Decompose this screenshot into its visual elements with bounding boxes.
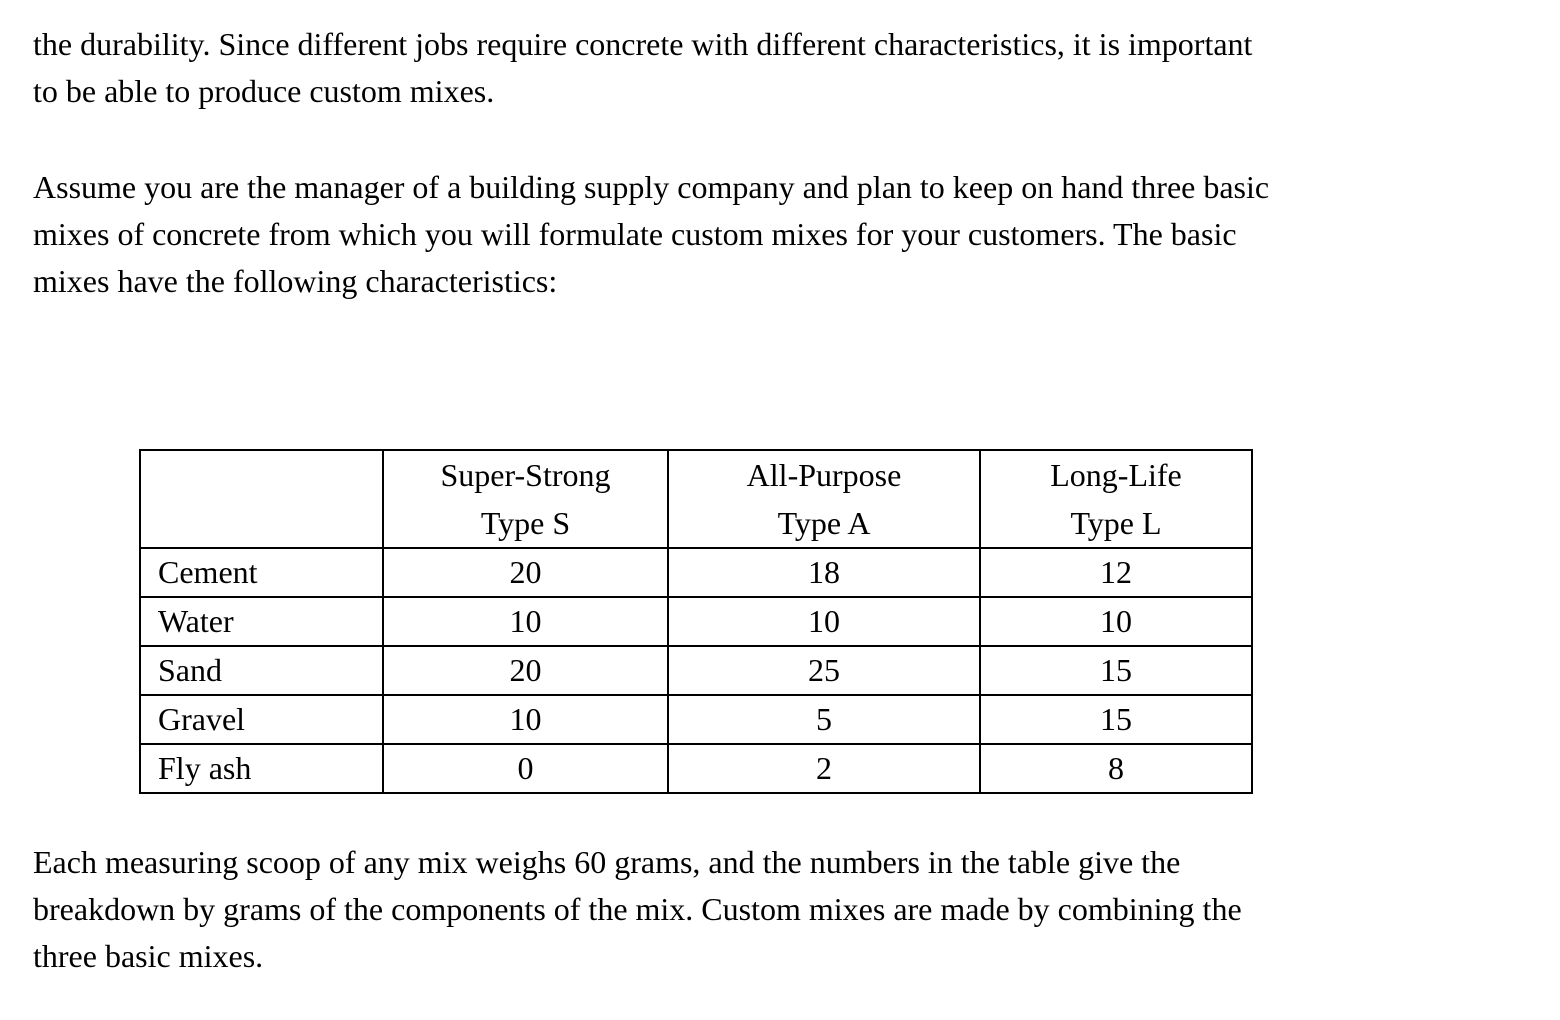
table-row xyxy=(140,597,1252,646)
row-label: Sand xyxy=(140,646,383,695)
table-cell: 10 xyxy=(980,597,1252,646)
header-type-s xyxy=(383,450,668,548)
closing-paragraph xyxy=(33,839,1242,980)
table-cell: 10 xyxy=(383,695,668,744)
row-label: Cement xyxy=(140,548,383,597)
table-row xyxy=(140,646,1252,695)
table-cell: 20 xyxy=(383,646,668,695)
intro-paragraph xyxy=(33,21,1252,115)
row-label: Gravel xyxy=(140,695,383,744)
assume-line-1: Assume you are the manager of a building supply company and plan to keep on hand three basic xyxy=(33,169,1270,205)
header-type-a xyxy=(668,450,980,548)
header-type-l-line2: Type L xyxy=(1070,505,1162,541)
table-cell: 8 xyxy=(980,744,1252,793)
header-type-s-line1: Super-Strong xyxy=(440,457,611,493)
closing-line-2: breakdown by grams of the components of the mix. Custom mixes are made by combining the xyxy=(33,891,1242,927)
table-cell: 15 xyxy=(980,695,1252,744)
table-cell: 15 xyxy=(980,646,1252,695)
table-header-row xyxy=(140,450,1252,548)
header-empty-cell xyxy=(140,450,383,548)
concrete-mix-table xyxy=(139,449,1253,794)
table-cell: 0 xyxy=(383,744,668,793)
closing-line-1: Each measuring scoop of any mix weighs 60 grams, and the numbers in the table give the xyxy=(33,844,1181,880)
header-type-a-line1: All-Purpose xyxy=(746,457,902,493)
intro-line-2: to be able to produce custom mixes. xyxy=(33,73,495,109)
header-type-l-line1: Long-Life xyxy=(1050,457,1182,493)
row-label: Fly ash xyxy=(140,744,383,793)
intro-line-1: the durability. Since different jobs require concrete with different characteristics, it is important xyxy=(33,26,1253,62)
table-cell: 5 xyxy=(668,695,980,744)
table-cell: 25 xyxy=(668,646,980,695)
table-row xyxy=(140,548,1252,597)
table-row xyxy=(140,744,1252,793)
table-cell: 12 xyxy=(980,548,1252,597)
row-label: Water xyxy=(140,597,383,646)
table-cell: 20 xyxy=(383,548,668,597)
assume-line-3: mixes have the following characteristics: xyxy=(33,263,558,299)
header-type-a-line2: Type A xyxy=(777,505,871,541)
assume-line-2: mixes of concrete from which you will formulate custom mixes for your customers. The basic xyxy=(33,216,1237,252)
table-cell: 18 xyxy=(668,548,980,597)
table-cell: 10 xyxy=(383,597,668,646)
assume-paragraph xyxy=(33,164,1269,305)
table-cell: 2 xyxy=(668,744,980,793)
header-type-s-line2: Type S xyxy=(480,505,571,541)
table-cell: 10 xyxy=(668,597,980,646)
closing-line-3: three basic mixes. xyxy=(33,938,264,974)
table-row xyxy=(140,695,1252,744)
header-type-l xyxy=(980,450,1252,548)
